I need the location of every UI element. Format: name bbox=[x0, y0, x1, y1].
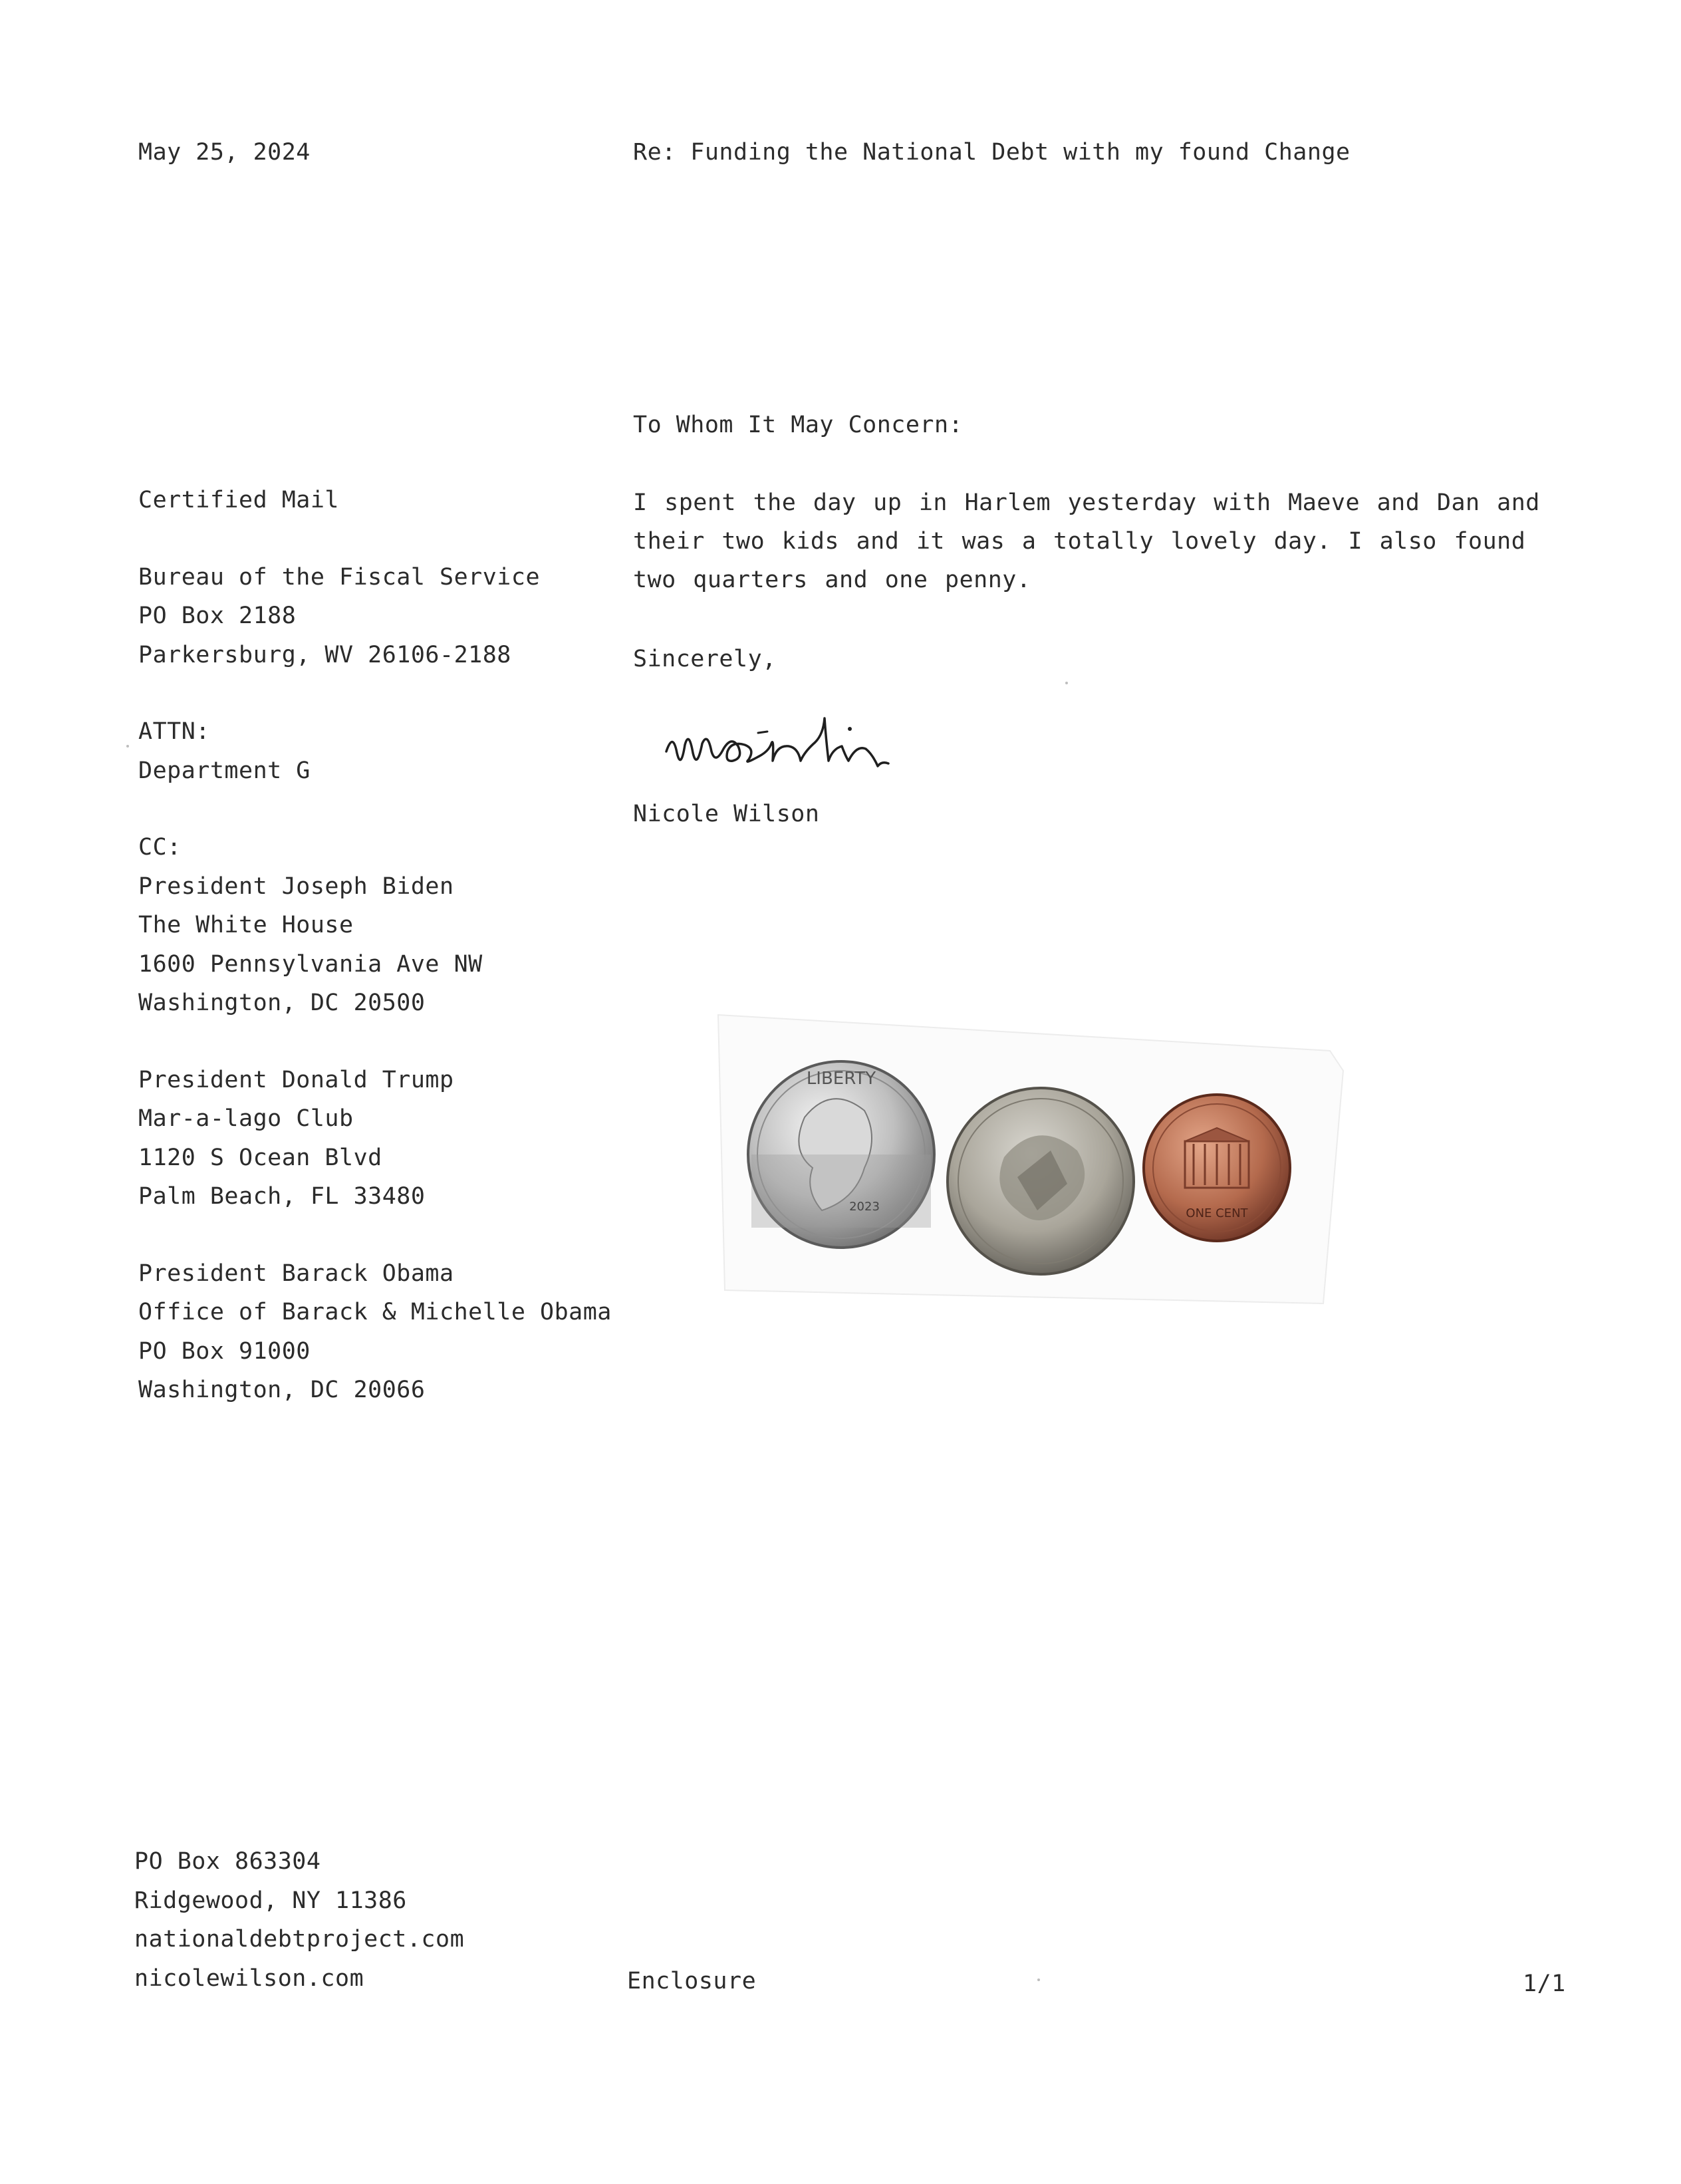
sender-website: nicolewilson.com bbox=[134, 1965, 364, 1992]
cc-block bbox=[138, 828, 617, 1023]
cc-line: Washington, DC 20066 bbox=[138, 1377, 426, 1403]
scan-speck bbox=[126, 745, 129, 748]
recipient-address bbox=[138, 558, 617, 675]
delivery-method: Certified Mail bbox=[138, 487, 340, 513]
handwritten-signature bbox=[658, 705, 1004, 791]
cc-line: The White House bbox=[138, 912, 354, 938]
attn-value: Department G bbox=[138, 757, 311, 784]
cc-line: 1600 Pennsylvania Ave NW bbox=[138, 950, 483, 978]
attn-block bbox=[138, 712, 617, 790]
page-number: 1/1 bbox=[1523, 1971, 1566, 1997]
cc-recipient bbox=[138, 1254, 617, 1410]
address-line: Bureau of the Fiscal Service bbox=[138, 563, 541, 591]
attn-label: ATTN: bbox=[138, 718, 210, 745]
cc-line: Washington, DC 20500 bbox=[138, 990, 426, 1016]
signer-name: Nicole Wilson bbox=[633, 801, 820, 827]
penny-coin-icon bbox=[1144, 1095, 1290, 1241]
cc-line: President Joseph Biden bbox=[138, 873, 454, 900]
state-quarter-coin-icon bbox=[948, 1088, 1134, 1274]
letter-body: I spent the day up in Harlem yesterday with Maeve and Dan and their two kids and it was a totally lovely day. I also found two quarters and one penny. bbox=[633, 489, 1540, 593]
cc-label: CC: bbox=[138, 834, 182, 861]
letter-date: May 25, 2024 bbox=[138, 139, 311, 166]
closing: Sincerely, bbox=[633, 646, 777, 672]
salutation: To Whom It May Concern: bbox=[633, 412, 964, 438]
cc-line: Office of Barack & Michelle Obama bbox=[138, 1299, 612, 1325]
sender-website: nationaldebtproject.com bbox=[134, 1926, 465, 1953]
scan-speck bbox=[1065, 682, 1068, 684]
cc-line: Palm Beach, FL 33480 bbox=[138, 1183, 426, 1210]
scan-speck bbox=[1037, 1979, 1040, 1981]
sender-line: PO Box 863304 bbox=[134, 1848, 321, 1875]
cc-line: President Barack Obama bbox=[138, 1260, 454, 1287]
sender-block bbox=[134, 1842, 613, 1998]
sender-line: Ridgewood, NY 11386 bbox=[134, 1887, 407, 1914]
coin-label: ONE CENT bbox=[1186, 1206, 1248, 1220]
cc-line: President Donald Trump bbox=[138, 1066, 454, 1093]
enclosure-label: Enclosure bbox=[627, 1968, 757, 1994]
cc-line: Mar-a-lago Club bbox=[138, 1105, 354, 1132]
address-line: PO Box 2188 bbox=[138, 603, 297, 629]
coin-year: 2023 bbox=[849, 1200, 880, 1214]
coin-label: LIBERTY bbox=[806, 1069, 876, 1089]
cc-recipient bbox=[138, 1061, 617, 1216]
cc-line: PO Box 91000 bbox=[138, 1337, 311, 1365]
coin-enclosure bbox=[705, 1011, 1357, 1323]
cc-line: 1120 S Ocean Blvd bbox=[138, 1144, 382, 1171]
recipient-block bbox=[138, 481, 617, 1448]
letter-subject: Re: Funding the National Debt with my found Change bbox=[633, 139, 1351, 166]
address-line: Parkersburg, WV 26106-2188 bbox=[138, 641, 511, 668]
quarter-coin-icon bbox=[748, 1061, 934, 1248]
